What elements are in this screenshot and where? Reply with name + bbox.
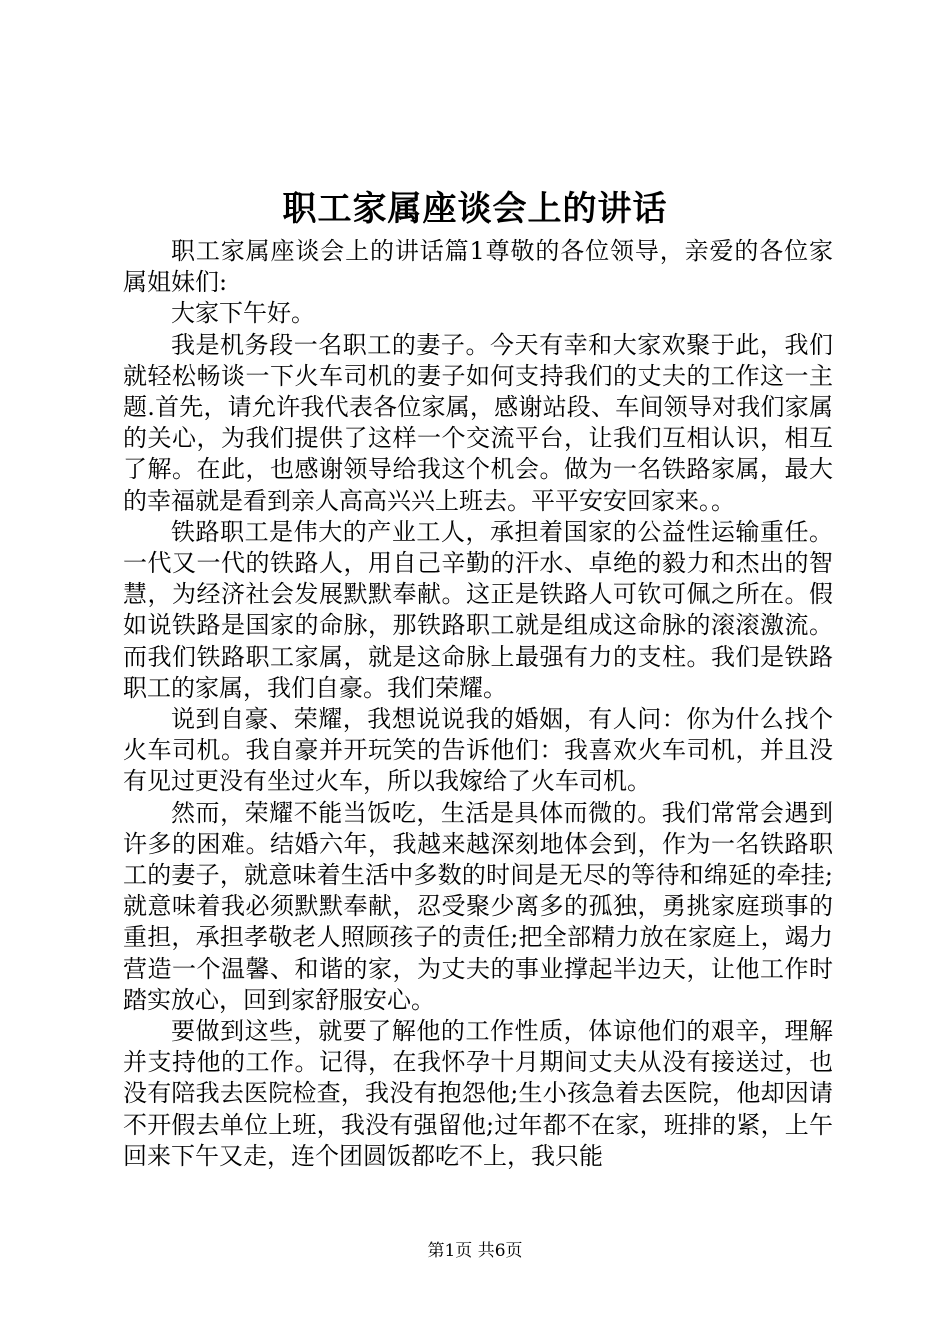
body-paragraph: 铁路职工是伟大的产业工人，承担着国家的公益性运输重任。一代又一代的铁路人，用自己辛勤的汗水、卓绝的毅力和杰出的智慧，为经济社会发展默默奉献。这正是铁路人可钦可佩之所在。假如说铁路是国家的命脉，那铁路职工就是组成这命脉的滚滚激流。而我们铁路职工家属，就是这命脉上最强有力的支柱。我们是铁路职工的家属，我们自豪。我们荣耀。 — [123, 517, 833, 702]
body-paragraph: 职工家属座谈会上的讲话篇1尊敬的各位领导，亲爱的各位家属姐妹们: — [123, 237, 833, 297]
body-paragraph: 说到自豪、荣耀，我想说说我的婚姻，有人问：你为什么找个火车司机。我自豪并开玩笑的告诉他们：我喜欢火车司机，并且没有见过更没有坐过火车，所以我嫁给了火车司机。 — [123, 705, 833, 796]
body-paragraph: 大家下午好。 — [171, 299, 315, 328]
body-paragraph: 我是机务段一名职工的妻子。今天有幸和大家欢聚于此，我们就轻松畅谈一下火车司机的妻子如何支持我们的丈夫的工作这一主题.首先，请允许我代表各位家属，感谢站段、车间领导对我们家属的关心，为我们提供了这样一个交流平台，让我们互相认识，相互了解。在此，也感谢领导给我这个机会。做为一名铁路家属，最大的幸福就是看到亲人高高兴兴上班去。平平安安回家来。。 — [123, 330, 833, 515]
page-footer: 第1页 共6页 — [427, 1241, 523, 1261]
body-paragraph: 要做到这些，就要了解他的工作性质，体谅他们的艰辛，理解并支持他的工作。记得，在我怀孕十月期间丈夫从没有接送过，也没有陪我去医院检查，我没有抱怨他;生小孩急着去医院，他却因请不开假去单位上班，我没有强留他;过年都不在家，班排的紧，上午回来下午又走，连个团圆饭都吃不上，我只能 — [123, 1017, 833, 1170]
document-body — [123, 236, 833, 1172]
document-title: 职工家属座谈会上的讲话 — [282, 189, 668, 229]
body-paragraph: 然而，荣耀不能当饭吃，生活是具体而微的。我们常常会遇到许多的困难。结婚六年，我越来越深刻地体会到，作为一名铁路职工的妻子，就意味着生活中多数的时间是无尽的等待和绵延的牵挂;就意味着我必须默默奉献，忍受聚少离多的孤独，勇挑家庭琐事的重担，承担孝敬老人照顾孩子的责任;把全部精力放在家庭上，竭力营造一个温馨、和谐的家，为丈夫的事业撑起半边天，让他工作时踏实放心，回到家舒服安心。 — [123, 798, 833, 1014]
